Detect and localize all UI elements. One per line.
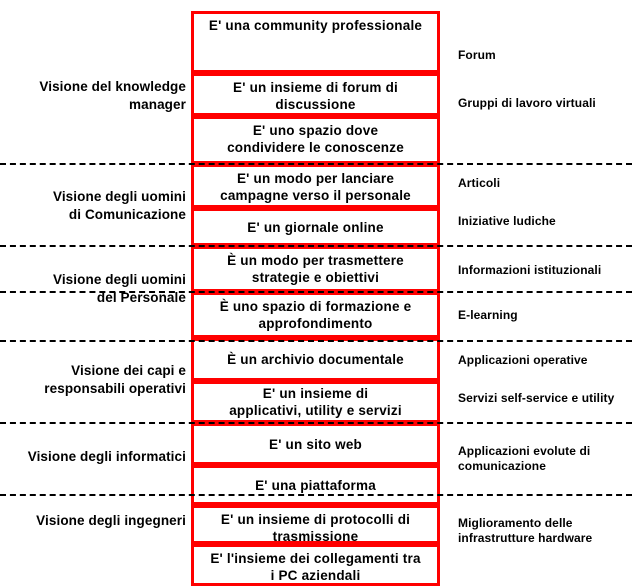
definition-box bbox=[191, 208, 440, 246]
definition-line-1: E' un insieme di forum di bbox=[233, 80, 398, 95]
definition-box bbox=[191, 381, 440, 423]
vision-label-line-1: Visione degli ingegneri bbox=[36, 513, 186, 528]
vision-label-line-2: di Comunicazione bbox=[68, 207, 186, 222]
definition-box-text bbox=[220, 298, 412, 332]
tool-label-iniziative-ludiche bbox=[458, 214, 632, 229]
vision-label-line-1: Visione degli uomini bbox=[52, 189, 186, 204]
definition-box-text bbox=[255, 477, 376, 494]
definition-line-1: E' un insieme di bbox=[262, 386, 369, 401]
vision-label-line-2: manager bbox=[129, 97, 186, 112]
definition-box bbox=[191, 292, 440, 338]
tool-label-articoli bbox=[458, 176, 632, 191]
vision-label-personale bbox=[0, 271, 186, 307]
tool-label-line-1: Forum bbox=[458, 48, 496, 62]
definition-line-1: E' l'insieme dei collegamenti tra bbox=[210, 551, 421, 566]
definition-box-text bbox=[227, 351, 404, 368]
definition-box-text bbox=[247, 219, 383, 236]
definition-box-text bbox=[221, 511, 410, 545]
definition-line-1: E' un sito web bbox=[268, 436, 362, 452]
tool-label-forum bbox=[458, 48, 632, 63]
tool-label-servizi-self-service bbox=[458, 391, 632, 406]
tool-label-applicazioni-evolute bbox=[458, 444, 632, 474]
vision-label-line-1: Visione degli informatici bbox=[27, 449, 186, 464]
definition-box bbox=[191, 423, 440, 465]
tool-label-line-2: comunicazione bbox=[458, 459, 546, 473]
tool-label-line-2: infrastrutture hardware bbox=[458, 531, 593, 545]
definition-box-text bbox=[227, 122, 404, 156]
group-separator-3 bbox=[0, 291, 632, 293]
definition-line-1: E' un insieme di protocolli di bbox=[220, 512, 411, 527]
tool-label-e-learning bbox=[458, 308, 632, 323]
definition-box-text bbox=[269, 436, 362, 453]
group-separator-5 bbox=[0, 422, 632, 424]
tool-label-applicazioni-operative bbox=[458, 353, 632, 368]
tool-label-line-1: Informazioni istituzionali bbox=[458, 263, 602, 277]
definition-line-1: E' una community professionale bbox=[208, 18, 423, 33]
vision-label-comunicazione bbox=[0, 188, 186, 224]
vision-label-line-1: Visione dei capi e bbox=[71, 363, 186, 378]
vision-label-line-2: del Personale bbox=[96, 290, 186, 305]
definition-line-1: E' una piattaforma bbox=[255, 477, 376, 493]
tool-label-line-1: Miglioramento delle bbox=[458, 516, 573, 530]
definition-box bbox=[191, 246, 440, 292]
definition-box bbox=[191, 11, 440, 73]
vision-label-line-1: Visione del knowledge bbox=[39, 79, 186, 94]
group-separator-6 bbox=[0, 494, 632, 496]
group-separator-4 bbox=[0, 340, 632, 342]
definition-line-2: condividere le conoscenze bbox=[227, 140, 404, 155]
tool-label-line-1: Articoli bbox=[458, 176, 501, 190]
definition-line-2: approfondimento bbox=[258, 316, 373, 331]
tool-label-line-1: Servizi self-service e utility bbox=[458, 391, 615, 405]
definition-line-2: i PC aziendali bbox=[270, 568, 361, 583]
vision-label-ingegneri bbox=[0, 512, 186, 530]
group-separator-1 bbox=[0, 163, 632, 165]
vision-label-line-2: responsabili operativi bbox=[44, 381, 186, 396]
definition-line-1: E' uno spazio dove bbox=[252, 123, 379, 138]
definition-box bbox=[191, 73, 440, 116]
definition-box-text bbox=[220, 170, 411, 204]
definition-box-text bbox=[210, 550, 420, 584]
tool-label-gruppi-lavoro-virtuali bbox=[458, 96, 632, 111]
definition-box bbox=[191, 116, 440, 164]
definition-line-1: E' un modo per lanciare bbox=[236, 171, 395, 186]
tool-label-miglioramento-infrastrutture bbox=[458, 516, 632, 546]
vision-label-informatici bbox=[0, 448, 186, 466]
definition-line-1: È un archivio documentale bbox=[227, 352, 404, 367]
definition-box-text bbox=[233, 79, 398, 113]
tool-label-informazioni-istituzionali bbox=[458, 263, 632, 278]
vision-label-line-1: Visione degli uomini bbox=[52, 272, 186, 287]
definition-box-text bbox=[229, 385, 402, 419]
definition-line-2: strategie e obiettivi bbox=[251, 270, 380, 285]
tool-label-line-1: Applicazioni evolute di bbox=[458, 444, 591, 458]
definition-box bbox=[191, 465, 440, 505]
definition-box-text bbox=[227, 252, 404, 286]
definition-box bbox=[191, 544, 440, 586]
definition-box bbox=[191, 505, 440, 544]
definition-line-2: campagne verso il personale bbox=[220, 188, 411, 203]
tool-label-line-1: Gruppi di lavoro virtuali bbox=[458, 96, 596, 110]
definition-line-2: applicativi, utility e servizi bbox=[229, 403, 402, 418]
definition-line-1: E' un giornale online bbox=[247, 219, 384, 235]
vision-label-capi-responsabili bbox=[0, 362, 186, 398]
group-separator-2 bbox=[0, 245, 632, 247]
definition-line-1: È un modo per trasmettere bbox=[227, 253, 404, 268]
definition-box bbox=[191, 338, 440, 381]
definition-box bbox=[191, 164, 440, 208]
definition-box-text bbox=[209, 17, 422, 34]
vision-label-knowledge-manager bbox=[0, 78, 186, 114]
definition-line-2: trasmissione bbox=[272, 529, 359, 544]
tool-label-line-1: Iniziative ludiche bbox=[458, 214, 556, 228]
tool-label-line-1: E-learning bbox=[458, 308, 518, 322]
definition-line-2: discussione bbox=[275, 97, 356, 112]
definition-line-1: È uno spazio di formazione e bbox=[219, 299, 412, 314]
tool-label-line-1: Applicazioni operative bbox=[458, 353, 588, 367]
